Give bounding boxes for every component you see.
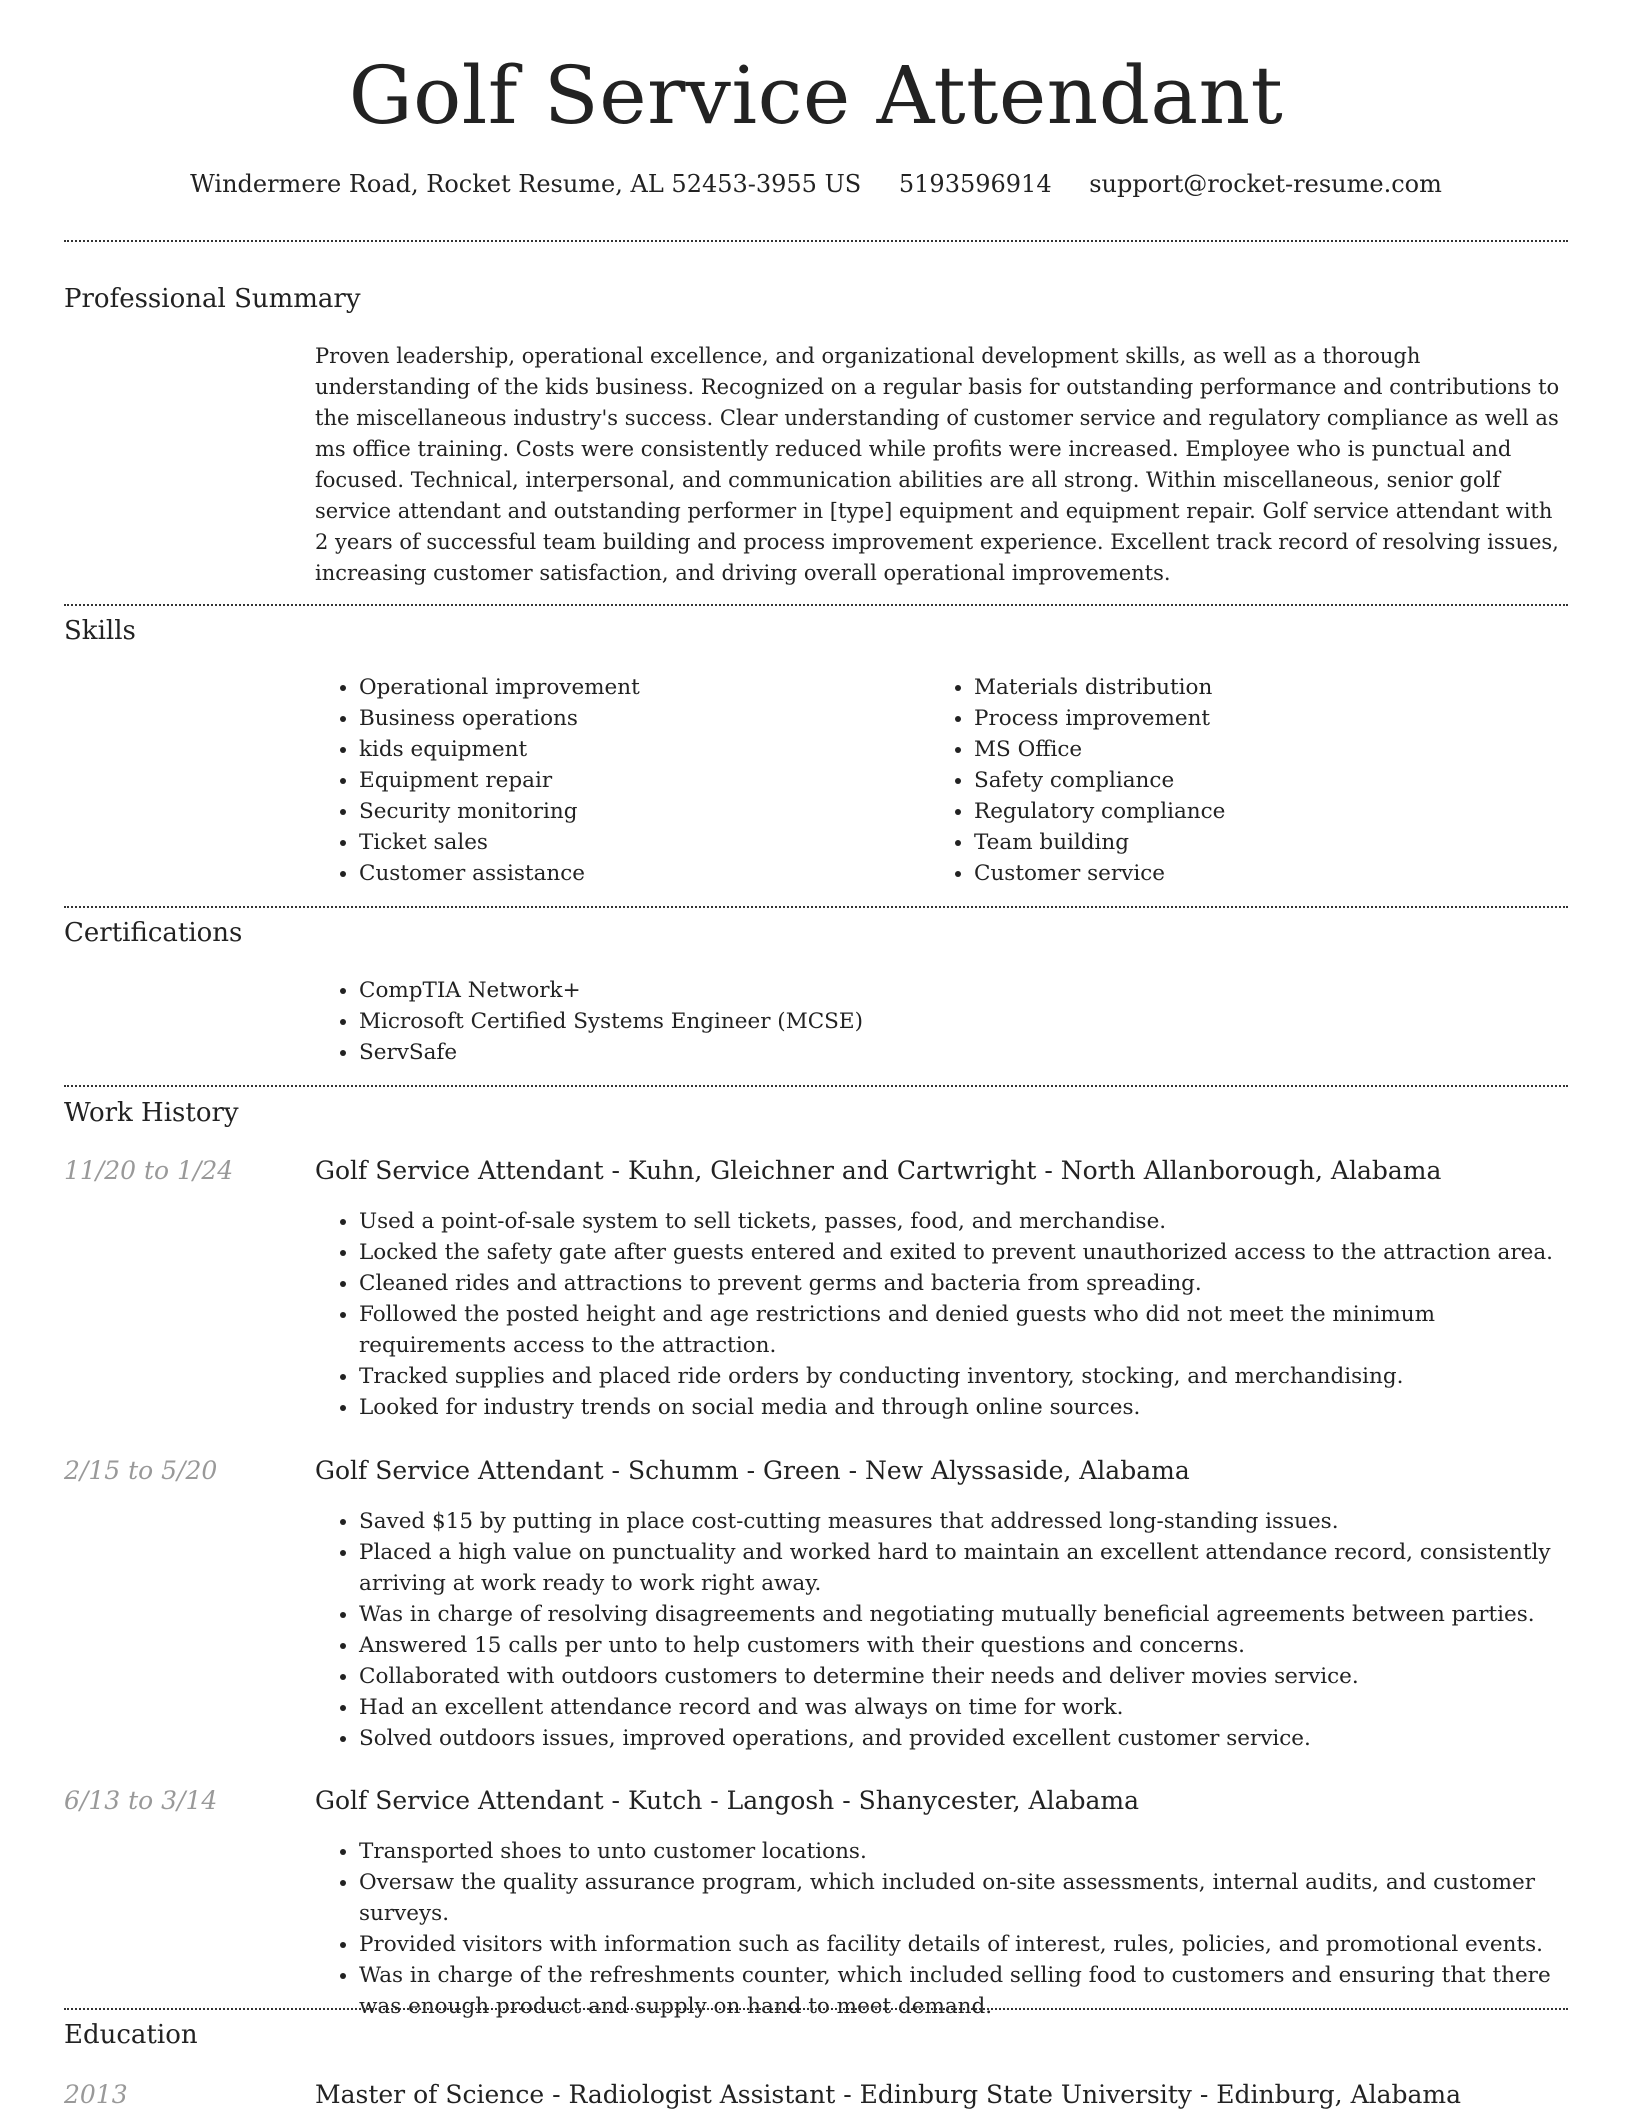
resume-header (0, 0, 1632, 198)
job-bullet: • Had an excellent attendance record and was always on time for work. (359, 1692, 1565, 1723)
skills-column-left (315, 672, 875, 889)
certification-item: • ServSafe (359, 1037, 1565, 1068)
skill-item: • Customer assistance (359, 858, 875, 889)
job-bullet: • Tracked supplies and placed ride orders by conducting inventory, stocking, and merchandising. (359, 1361, 1565, 1392)
skill-item: • Safety compliance (974, 765, 1490, 796)
job-dates: 2/15 to 5/20 (64, 1456, 218, 1485)
job-bullet: • Solved outdoors issues, improved operations, and provided excellent customer service. (359, 1723, 1565, 1754)
job-title: Golf Service Attendant - Kuhn, Gleichner and Cartwright - North Allanborough, Alabama (315, 1156, 1442, 1185)
summary-text: Proven leadership, operational excellence, and organizational development skills, as well as a thorough understanding of the kids business. Recognized on a regular basis for outstanding performance and contributions to the miscellaneous industry's success. Clear understanding of customer service and regulatory compliance as well as ms office training. Costs were consistently reduced while profits were increased. Employee who is punctual and focused. Technical, interpersonal, and communication abilities are all strong. Within miscellaneous, senior golf service attendant and outstanding performer in [type] equipment and equipment repair. Golf service attendant with 2 years of successful team building and process improvement experience. Excellent track record of resolving issues, increasing customer satisfaction, and driving overall operational improvements. (315, 344, 1560, 585)
job-bullet: • Used a point-of-sale system to sell tickets, passes, food, and merchandise. (359, 1206, 1565, 1237)
job-bullet: • Looked for industry trends on social media and through online sources. (359, 1392, 1565, 1423)
skill-item: • Equipment repair (359, 765, 875, 796)
job-title: Golf Service Attendant - Kutch - Langosh - Shanycester, Alabama (315, 1786, 1139, 1815)
section-title-summary: Professional Summary (64, 284, 361, 314)
certification-item: • CompTIA Network+ (359, 975, 1565, 1006)
job-bullet: • Was in charge of resolving disagreements and negotiating mutually beneficial agreements between parties. (359, 1599, 1565, 1630)
job-title: Golf Service Attendant - Schumm - Green - New Alyssaside, Alabama (315, 1456, 1190, 1485)
job-bullet: • Followed the posted height and age restrictions and denied guests who did not meet the minimum requirements access to the attraction. (359, 1299, 1565, 1361)
job-bullet-list (315, 1206, 1565, 1423)
job-bullet: • Saved $15 by putting in place cost-cutting measures that addressed long-standing issues. (359, 1506, 1565, 1537)
work-divider (64, 2008, 1568, 2010)
contact-phone: 5193596914 (898, 170, 1052, 198)
certification-item: • Microsoft Certified Systems Engineer (MCSE) (359, 1006, 1565, 1037)
contact-email: support@rocket-resume.com (1089, 170, 1442, 198)
section-title-education: Education (64, 2020, 198, 2050)
section-title-certifications: Certifications (64, 918, 243, 948)
skill-item: • kids equipment (359, 734, 875, 765)
skills-divider (64, 906, 1568, 908)
skill-item: • Process improvement (974, 703, 1490, 734)
skill-item: • Team building (974, 827, 1490, 858)
job-bullet: • Answered 15 calls per unto to help customers with their questions and concerns. (359, 1630, 1565, 1661)
job-bullet: • Transported shoes to unto customer locations. (359, 1836, 1565, 1867)
summary-divider (64, 604, 1568, 606)
job-bullet: • Cleaned rides and attractions to prevent germs and bacteria from spreading. (359, 1268, 1565, 1299)
skill-item: • Business operations (359, 703, 875, 734)
skill-item: • Customer service (974, 858, 1490, 889)
job-bullet: • Collaborated with outdoors customers to determine their needs and deliver movies service. (359, 1661, 1565, 1692)
education-date: 2013 (64, 2080, 128, 2109)
skill-item: • Security monitoring (359, 796, 875, 827)
candidate-name: Golf Service Attendant (348, 49, 1284, 142)
job-bullet-list (315, 1506, 1565, 1754)
certifications-divider (64, 1085, 1568, 1087)
job-dates: 11/20 to 1/24 (64, 1156, 234, 1185)
section-title-work-history: Work History (64, 1098, 239, 1128)
certifications-list (315, 975, 1565, 1068)
job-bullet-list (315, 1836, 1565, 2022)
job-dates: 6/13 to 3/14 (64, 1786, 218, 1815)
skill-item: • Ticket sales (359, 827, 875, 858)
job-bullet: • Provided visitors with information such as facility details of interest, rules, policies, and promotional events. (359, 1929, 1565, 1960)
education-title: Master of Science - Radiologist Assistant - Edinburg State University - Edinburg, Alabama (315, 2080, 1462, 2109)
skill-item: • Regulatory compliance (974, 796, 1490, 827)
job-bullet: • Locked the safety gate after guests entered and exited to prevent unauthorized access to the attraction area. (359, 1237, 1565, 1268)
contact-address: Windermere Road, Rocket Resume, AL 52453-3955 US (190, 170, 862, 198)
contact-line (0, 170, 1632, 198)
skills-column-right (930, 672, 1490, 889)
skill-item: • Operational improvement (359, 672, 875, 703)
job-bullet: • Placed a high value on punctuality and worked hard to maintain an excellent attendance record, consistently arriving at work ready to work right away. (359, 1537, 1565, 1599)
job-bullet: • Was in charge of the refreshments counter, which included selling food to customers and ensuring that there was enough product and supply on hand to meet demand. (359, 1960, 1565, 2022)
skill-item: • MS Office (974, 734, 1490, 765)
job-bullet: • Oversaw the quality assurance program, which included on-site assessments, internal audits, and customer surveys. (359, 1867, 1565, 1929)
skill-item: • Materials distribution (974, 672, 1490, 703)
header-divider (64, 240, 1568, 242)
section-title-skills: Skills (64, 616, 136, 646)
